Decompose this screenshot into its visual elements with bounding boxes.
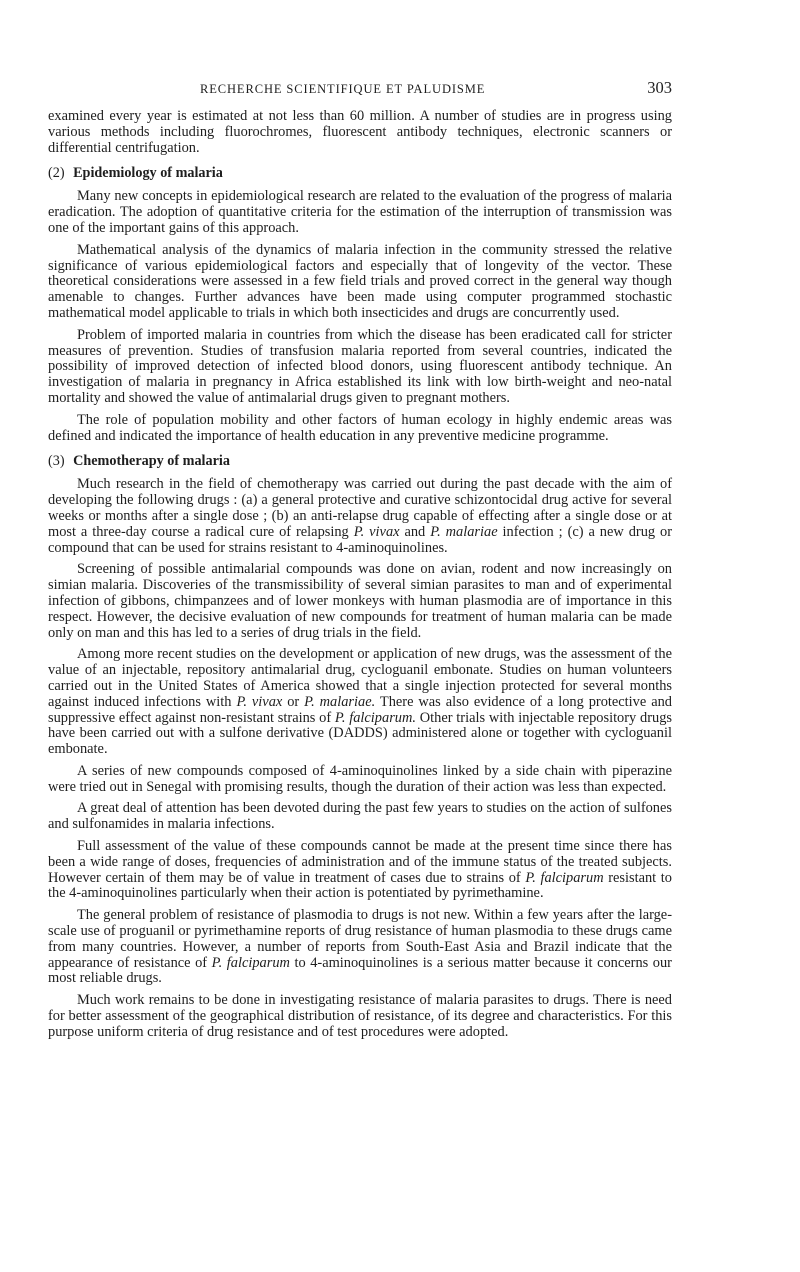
text-run: Much research in the field of chemotherapy was carried out during the past decade with the aim of developing the following drugs : (a) a general protective and curative schizontocidal drug active for several weeks or months after a single dose ; (b) an anti-relapse drug capable of effecting after a single dose or at most a three-day course a radical cure of relapsing xyxy=(48,476,672,540)
chemotherapy-paragraph-3 xyxy=(48,647,672,758)
page-number: 303 xyxy=(647,78,672,97)
chemotherapy-paragraph-7 xyxy=(48,908,672,987)
text-run: Other trials with injectable repository drugs have been carried out with a sulfone derivative (DADDS) administered alone or together with cycloguanil embonate. xyxy=(48,709,672,758)
text-run: resistant to the 4-aminoquinolines particularly when their action is potentiated by pyrimethamine. xyxy=(48,869,672,902)
chemotherapy-paragraph-8: Much work remains to be done in investigating resistance of malaria parasites to drugs. There is need for better assessment of the geographical distribution of resistance, of its degree and characteristics. For this purpose uniform criteria of drug resistance and of test procedures were adopted. xyxy=(48,992,672,1040)
species-name: P. falciparum xyxy=(525,869,604,886)
text-run: Among more recent studies on the development or application of new drugs, was the assessment of the value of an injectable, repository antimalarial drug, cycloguanil embonate. Studies on human volunteers carried out in the United States of America showed that a single injection protected for several months against induced infections with xyxy=(48,646,672,710)
chemotherapy-paragraph-1 xyxy=(48,477,672,556)
chemotherapy-paragraph-5: A great deal of attention has been devoted during the past few years to studies on the action of sulfones and sulfonamides in malaria infections. xyxy=(48,800,672,833)
section-heading-chemotherapy xyxy=(48,453,672,469)
text-run: or xyxy=(282,693,305,710)
epidemiology-paragraph-4: The role of population mobility and other factors of human ecology in highly endemic areas was defined and indicated the importance of health education in any preventive medicine programme. xyxy=(48,411,672,444)
species-name: P. vivax xyxy=(353,523,400,540)
species-name: P. malariae. xyxy=(304,693,376,710)
running-header xyxy=(48,78,672,100)
species-name: P. malariae xyxy=(430,523,498,540)
section-title: Epidemiology of malaria xyxy=(73,165,223,182)
section-number: (2) xyxy=(48,165,65,182)
section-heading-epidemiology xyxy=(48,165,672,181)
species-name: P. vivax xyxy=(236,693,283,710)
text-run: infection ; (c) a new drug or compound that can be used for strains resistant to 4-aminoquinolines. xyxy=(48,523,672,556)
text-run: Full assessment of the value of these compounds cannot be made at the present time since there has been a wide range of doses, frequencies of administration and of the immune status of the treated subjects. However certain of them may be of value in treatment of cases due to strains of xyxy=(48,838,672,886)
running-title: RECHERCHE SCIENTIFIQUE ET PALUDISME xyxy=(200,82,486,96)
epidemiology-paragraph-2: Mathematical analysis of the dynamics of malaria infection in the community stressed the relative significance of various epidemiological factors and especially that of longevity of the vector. These theoretical considerations were assessed in a few field trials and proved correct in the general way though amenable to changes. Further advances have been made using computer programmed stochastic mathematical model applicable to trials in which both insecticides and drugs are concurrently used. xyxy=(48,241,672,321)
section-title: Chemotherapy of malaria xyxy=(73,453,230,470)
section-number: (3) xyxy=(48,453,65,470)
species-name: P. falciparum xyxy=(211,954,290,971)
text-run: There was also evidence of a long protective and suppressive effect against non-resistant strains of xyxy=(48,693,672,726)
text-run: and xyxy=(399,523,431,540)
epidemiology-paragraph-1: Many new concepts in epidemiological research are related to the evaluation of the progress of malaria eradication. The adoption of quantitative criteria for the estimation of the interruption of transmission was one of the important gains of this approach. xyxy=(48,188,672,236)
chemotherapy-paragraph-2: Screening of possible antimalarial compounds was done on avian, rodent and now increasingly on simian malaria. Discoveries of the transmissibility of several simian parasites to man and of experimental infection of gibbons, chimpanzees and of lower monkeys with human plasmodia are of importance in this respect. However, the decisive evaluation of new compounds for treatment of human malaria can be made only on man and this has led to a series of drug trials in the field. xyxy=(48,561,672,641)
epidemiology-paragraph-3: Problem of imported malaria in countries from which the disease has been eradicated call for stricter measures of prevention. Studies of transfusion malaria reported from several countries, indicated the possibility of improved detection of infected blood donors, using fluorescent antibody technique. An investigation of malaria in pregnancy in Africa established its link with low birth-weight and neo-natal mortality and showed the value of antimalarial drugs given to pregnant mothers. xyxy=(48,326,672,406)
text-run: The general problem of resistance of plasmodia to drugs is not new. Within a few years after the large-scale use of proguanil or pyrimethamine reports of drug resistance of human plasmodia to these drugs came from many countries. However, a number of reports from South-East Asia and Brazil indicate that the appearance of resistance of xyxy=(48,907,672,971)
intro-paragraph: examined every year is estimated at not less than 60 million. A number of studies are in progress using various methods including fluorochromes, fluorescent antibody techniques, electronic scanners or differential centrifugation. xyxy=(48,108,672,156)
chemotherapy-paragraph-4: A series of new compounds composed of 4-aminoquinolines linked by a side chain with piperazine were tried out in Senegal with promising results, though the duration of their action was less than expected. xyxy=(48,762,672,795)
chemotherapy-paragraph-6 xyxy=(48,839,672,902)
species-name: P. falciparum. xyxy=(334,709,416,726)
text-run: to 4-aminoquinolines is a serious matter because it concerns our most reliable drugs. xyxy=(48,954,672,987)
